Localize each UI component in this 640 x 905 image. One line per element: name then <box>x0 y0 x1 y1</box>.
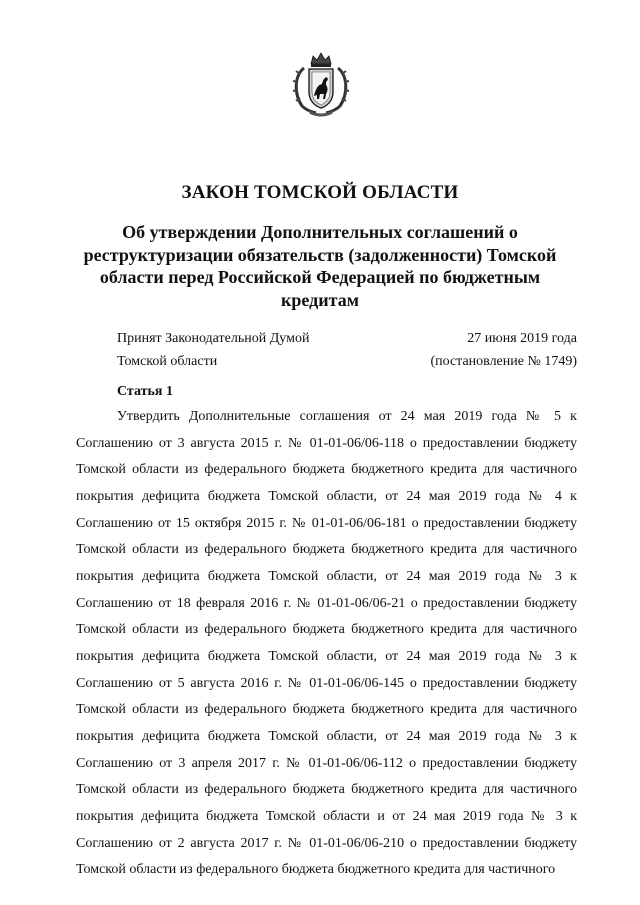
document-title: Об утверждении Дополнительных соглашений о реструктуризации обязательств (задолженности) Томской области перед Российской Федерацией по бюджетным кредитам <box>83 222 557 310</box>
adoption-details <box>380 327 577 373</box>
document-type-heading: ЗАКОН ТОМСКОЙ ОБЛАСТИ <box>181 182 459 203</box>
resolution-number: (постановление № 1749) <box>430 354 577 369</box>
article-heading: Статья 1 <box>117 384 173 399</box>
adoption-body-line1: Принят Законодательной Думой <box>117 331 310 346</box>
coat-of-arms-icon <box>290 50 352 118</box>
coat-of-arms-graphic <box>290 50 352 118</box>
article-body-text: Утвердить Дополнительные соглашения от 24 мая 2019 года № 5 к Соглашению от 3 августа 2015 г. № 01-01-06/06-118 о предоставлении бюджету Томской области из федерального бюджета бюджетного кредита для частичного покрытия дефицита бюджета Томской области, от 24 мая 2019 года № 4 к Соглашению от 15 октября 2015 г. № 01-01-06/06-181 о предоставлении бюджету Томской области из федерального бюджета бюджетного кредита для частичного покрытия дефицита бюджета Томской области, от 24 мая 2019 года № 3 к Соглашению от 18 февраля 2016 г. № 01-01-06/06-21 о предоставлении бюджету Томской области из федерального бюджета бюджетного кредита для частичного покрытия дефицита бюджета Томской области, от 24 мая 2019 года № 3 к Соглашению от 5 августа 2016 г. № 01-01-06/06-145 о предоставлении бюджету Томской области из федерального бюджета бюджетного кредита для частичного покрытия дефицита бюджета Томской области, от 24 мая 2019 года № 3 к Соглашению от 3 апреля 2017 г. № 01-01-06/06-112 о предоставлении бюджету Томской области из федерального бюджета бюджетного кредита для частичного покрытия дефицита бюджета Томской области и от 24 мая 2019 года № 3 к Соглашению от 2 августа 2017 г. № 01-01-06/06-210 о предоставлении бюджету Томской области из федерального бюджета бюджетного кредита для частичного <box>76 409 577 878</box>
adoption-date: 27 июня 2019 года <box>467 331 577 346</box>
adoption-body <box>117 327 309 373</box>
adoption-body-line2: Томской области <box>117 354 218 369</box>
